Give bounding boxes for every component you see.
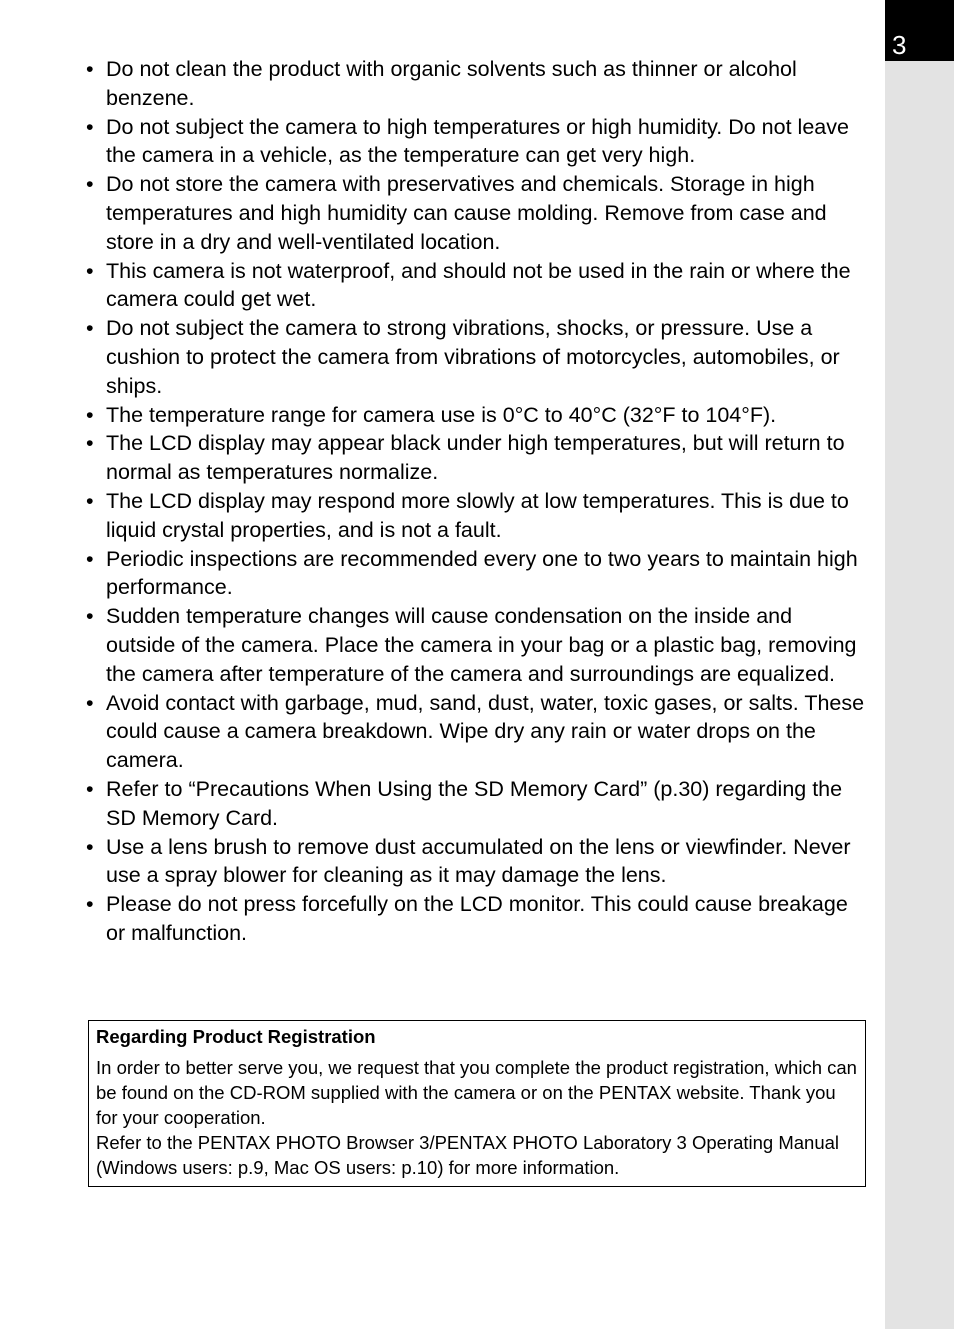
list-item [85, 775, 865, 833]
list-item-text: Please do not press forcefully on the LCD monitor. This could cause breakage or malfunction. [106, 892, 848, 945]
list-item [85, 401, 865, 430]
list-item-text: Do not subject the camera to strong vibrations, shocks, or pressure. Use a cushion to protect the camera from vibrations of motorcycles, automobiles, or ships. [106, 316, 840, 398]
list-item [85, 113, 865, 171]
list-item-text: The LCD display may respond more slowly at low temperatures. This is due to liquid crystal properties, and is not a fault. [106, 488, 849, 542]
side-thumb-tab [885, 0, 954, 1329]
bullet-icon: • [86, 258, 94, 283]
list-item-text: Do not clean the product with organic solvents such as thinner or alcohol benzene. [106, 57, 797, 110]
registration-paragraph: Refer to the PENTAX PHOTO Browser 3/PENTAX PHOTO Laboratory 3 Operating Manual (Windows users: p.9, Mac OS users: p.10) for more information. [96, 1132, 840, 1178]
list-item [85, 314, 865, 400]
list-item-text: Sudden temperature changes will cause condensation on the inside and outside of the camera. Place the camera in your bag or a plastic bag, removing the camera after temperature of the camera and surroundings are equalized. [106, 604, 857, 686]
registration-title: Regarding Product Registration [96, 1026, 376, 1047]
list-item-text: Use a lens brush to remove dust accumulated on the lens or viewfinder. Never use a spray blower for cleaning as it may damage the lens. [106, 834, 851, 888]
bullet-icon: • [86, 172, 94, 197]
bullet-icon: • [86, 431, 94, 456]
registration-paragraph: In order to better serve you, we request that you complete the product registration, which can be found on the CD-ROM supplied with the camera or on the PENTAX website. Thank you for your cooperation. [96, 1057, 857, 1128]
bullet-icon: • [86, 114, 94, 139]
list-item-text: The temperature range for camera use is 0°C to 40°C (32°F to 104°F). [106, 402, 777, 427]
bullet-icon: • [86, 488, 94, 513]
list-item-text: Refer to “Precautions When Using the SD Memory Card” (p.30) regarding the SD Memory Card. [106, 776, 843, 830]
list-item [85, 890, 865, 948]
list-item-text: Do not subject the camera to high temperatures or high humidity. Do not leave the camera in a vehicle, as the temperature can get very high. [106, 114, 849, 168]
list-item-text: Do not store the camera with preservatives and chemicals. Storage in high temperatures and high humidity can cause molding. Remove from case and store in a dry and well-ventilated location. [106, 172, 827, 254]
bullet-icon: • [86, 546, 94, 571]
bullet-icon: • [86, 776, 94, 801]
list-item [85, 487, 865, 545]
bullet-icon: • [86, 402, 94, 427]
registration-note-box [88, 1020, 866, 1187]
bullet-icon: • [86, 892, 94, 917]
list-item [85, 429, 865, 487]
list-item [85, 257, 865, 315]
bullet-icon: • [86, 690, 94, 715]
bullet-icon: • [86, 834, 94, 859]
list-item-text: Avoid contact with garbage, mud, sand, dust, water, toxic gases, or salts. These could cause a camera breakdown. Wipe dry any rain or water drops on the camera. [106, 690, 865, 773]
list-item [85, 689, 865, 775]
list-item-text: The LCD display may appear black under high temperatures, but will return to normal as temperatures normalize. [106, 431, 845, 485]
page-number-tab [885, 0, 954, 61]
precautions-list [85, 55, 865, 948]
list-item [85, 833, 865, 891]
list-item [85, 170, 865, 256]
bullet-icon: • [86, 316, 94, 341]
bullet-icon: • [86, 604, 94, 629]
list-item-text: This camera is not waterproof, and should not be used in the rain or where the camera could get wet. [106, 258, 851, 312]
list-item [85, 602, 865, 688]
page-number: 3 [892, 30, 907, 60]
list-item [85, 545, 865, 603]
list-item [85, 55, 865, 113]
bullet-icon: • [86, 57, 94, 81]
list-item-text: Periodic inspections are recommended every one to two years to maintain high performance. [106, 546, 858, 600]
